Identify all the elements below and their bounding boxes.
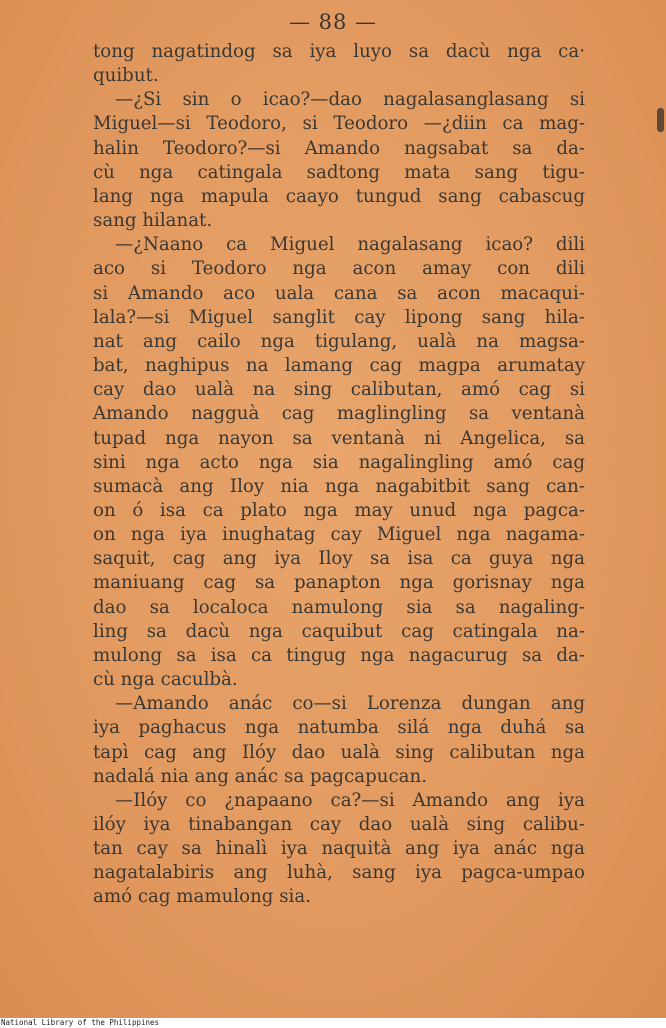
text-line: tupad nga nayon sa ventanà ni Angelica, sa (93, 427, 585, 449)
footer-strip (0, 1018, 666, 1028)
text-line: sini nga acto nga sia nagalingling amó cag (93, 451, 585, 473)
text-line: sang hilanat. (93, 210, 213, 232)
text-line: sumacà ang Iloy nia nga nagabitbit sang can- (93, 475, 585, 497)
text-line: tong nagatindog sa iya luyo sa dacù nga ca· (93, 41, 585, 62)
library-credit: National Library of the Philippines (1, 1018, 160, 1027)
text-line: cù nga caculbà. (93, 669, 238, 691)
binding-edge-mark (657, 108, 664, 132)
text-line: saquit, cag ang iya Iloy sa isa ca guya nga (93, 548, 585, 570)
text-line: mulong sa isa ca tingug nga nagacurug sa da- (93, 644, 585, 666)
text-line: aco si Teodoro nga acon amay con dili (93, 258, 585, 280)
text-line: ilóy iya tinabangan cay dao ualà sing calibu- (93, 814, 585, 835)
text-line: si Amando aco uala cana sa acon macaqui- (93, 282, 585, 304)
text-line: quibut. (93, 65, 159, 87)
text-line: lala?—si Miguel sanglit cay lipong sang hila- (93, 306, 585, 328)
text-line: on ó isa ca plato nga may unud nga pagca- (93, 499, 585, 521)
text-line: —Amando anác co—si Lorenza dungan ang (115, 693, 585, 715)
text-line: —¿Naano ca Miguel nagalasang icao? dili (115, 234, 585, 256)
text-line: amó cag mamulong sia. (93, 886, 312, 908)
text-line: cay dao ualà na sing calibutan, amó cag si (93, 379, 585, 401)
text-line: tan cay sa hinalì iya naquità ang iya anác nga (93, 838, 585, 860)
text-line: nagatalabiris ang luhà, sang iya pagca-umpao (93, 862, 585, 884)
text-line: ling sa dacù nga caquibut cag catingala na- (93, 620, 585, 642)
text-line: tapì cag ang Ilóy dao ualà sing calibutan nga (93, 741, 585, 763)
text-line: —Ilóy co ¿napaano ca?—si Amando ang iya (115, 789, 585, 811)
text-line: nat ang cailo nga tigulang, ualà na magsa- (93, 330, 585, 352)
text-line: Miguel—si Teodoro, si Teodoro —¿diin ca mag- (93, 113, 585, 135)
body-text (93, 40, 585, 910)
text-line: iya paghacus nga natumba silá nga duhá sa (93, 717, 585, 739)
text-line: lang nga mapula caayo tungud sang cabascug (93, 185, 585, 207)
text-line: nadalá nia ang anác sa pagcapucan. (93, 765, 427, 787)
text-line: bat, naghipus na lamang cag magpa arumatay (93, 355, 585, 377)
text-line: on nga iya inughatag cay Miguel nga nagama- (93, 524, 585, 546)
text-line: dao sa localoca namulong sia sa nagaling- (93, 596, 585, 618)
text-line: cù nga catingala sadtong mata sang tigu- (93, 161, 585, 183)
text-line: —¿Si sin o icao?—dao nagalasanglasang si (115, 89, 585, 111)
page-number: — 88 — (288, 10, 378, 34)
text-line: halin Teodoro?—si Amando nagsabat sa da- (93, 137, 585, 159)
text-line: maniuang cag sa panapton nga gorisnay nga (93, 572, 585, 594)
text-line: Amando nagguà cag maglingling sa ventanà (93, 403, 585, 425)
